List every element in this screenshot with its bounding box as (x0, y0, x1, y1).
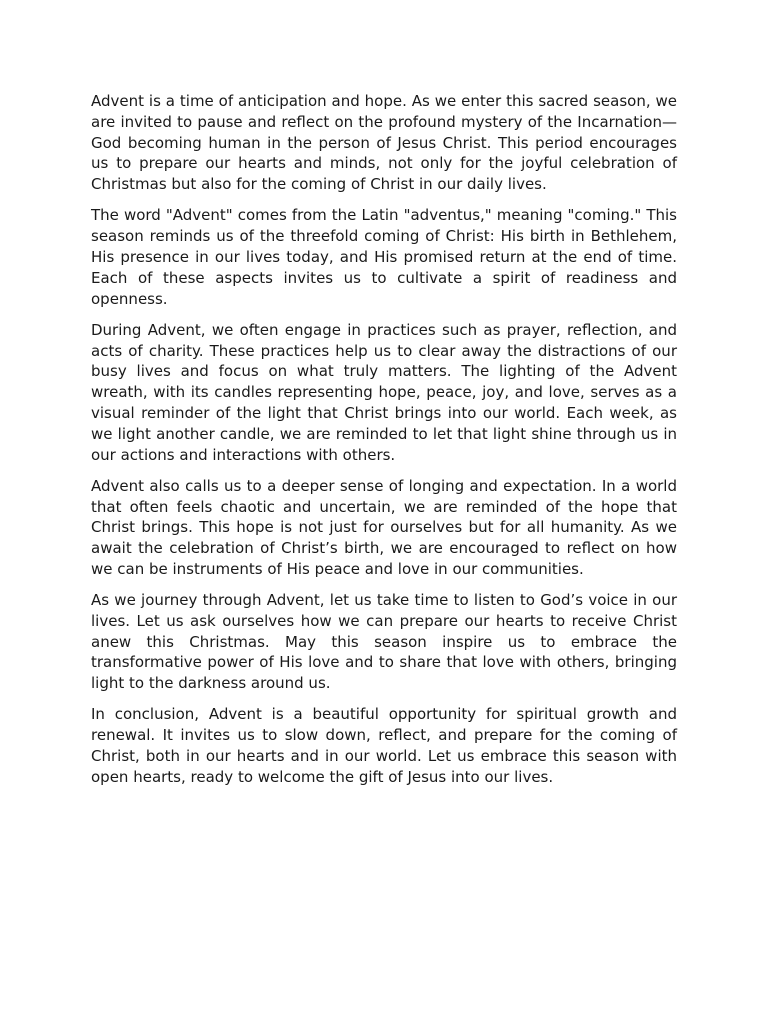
paragraph-2: The word "Advent" comes from the Latin "adventus," meaning "coming." This season reminds us of the threefold coming of Christ: His birth in Bethlehem, His presence in our lives today, and His promised return at the end of time. Each of these aspects invites us to cultivate a spirit of readiness and openness. (91, 206, 677, 308)
document-page (91, 91, 677, 798)
paragraph-4: Advent also calls us to a deeper sense of longing and expectation. In a world that often feels chaotic and uncertain, we are reminded of the hope that Christ brings. This hope is not just for ourselves but for all humanity. As we await the celebration of Christ’s birth, we are encouraged to reflect on how we can be instruments of His peace and love in our communities. (91, 476, 677, 578)
paragraph-6: In conclusion, Advent is a beautiful opportunity for spiritual growth and renewal. It invites us to slow down, reflect, and prepare for the coming of Christ, both in our hearts and in our world. Let us embrace this season with open hearts, ready to welcome the gift of Jesus into our lives. (91, 705, 677, 786)
paragraph-3: During Advent, we often engage in practices such as prayer, reflection, and acts of charity. These practices help us to clear away the distractions of our busy lives and focus on what truly matters. The lighting of the Advent wreath, with its candles representing hope, peace, joy, and love, serves as a visual reminder of the light that Christ brings into our world. Each week, as we light another candle, we are reminded to let that light shine through us in our actions and interactions with others. (91, 320, 677, 464)
paragraph-1: Advent is a time of anticipation and hope. As we enter this sacred season, we are invited to pause and reflect on the profound mystery of the Incarnation—God becoming human in the person of Jesus Christ. This period encourages us to prepare our hearts and minds, not only for the joyful celebration of Christmas but also for the coming of Christ in our daily lives. (91, 92, 677, 194)
paragraph-5: As we journey through Advent, let us take time to listen to God’s voice in our lives. Let us ask ourselves how we can prepare our hearts to receive Christ anew this Christmas. May this season inspire us to embrace the transformative power of His love and to share that love with others, bringing light to the darkness around us. (91, 591, 677, 693)
